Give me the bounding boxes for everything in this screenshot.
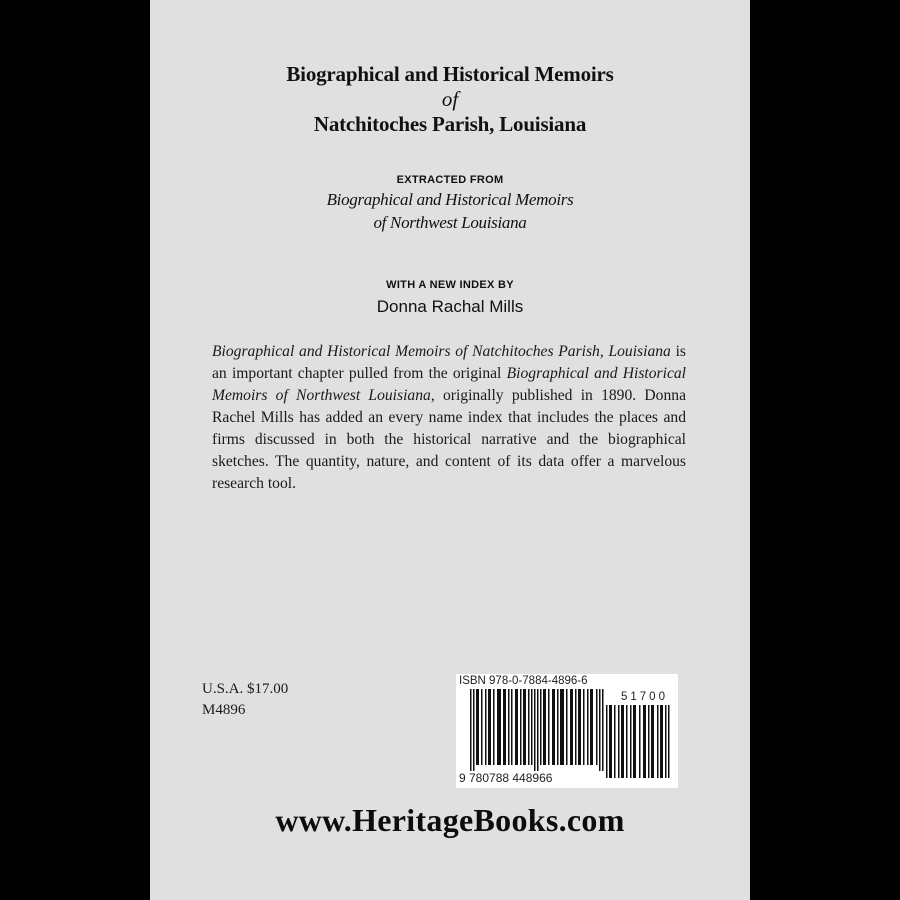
title-of: of bbox=[441, 87, 459, 111]
isbn-label: ISBN 978-0-7884-4896-6 bbox=[459, 675, 588, 687]
extracted-from-label: EXTRACTED FROM bbox=[396, 174, 504, 186]
addon-barcode-icon bbox=[606, 705, 671, 778]
description-text-1: is an important chapter pulled from the original bbox=[212, 343, 686, 382]
barcode-icon bbox=[470, 689, 606, 771]
barcode-box bbox=[456, 674, 678, 788]
description-text-2: , originally published in 1890. Donna Rachel Mills has added an every name index that includes the places and firms discussed in both the historical narrative and the biographical sketches. The quantity, nature, and content of its data offer a marvelous research tool. bbox=[212, 387, 686, 492]
extracted-from-block bbox=[150, 172, 750, 234]
source-title-line-1: Biographical and Historical Memoirs bbox=[326, 190, 574, 209]
description-paragraph bbox=[212, 341, 686, 495]
index-author: Donna Rachal Mills bbox=[376, 297, 524, 316]
book-back-cover bbox=[150, 0, 750, 900]
index-label: WITH A NEW INDEX BY bbox=[386, 279, 514, 291]
source-title-line-2: of Northwest Louisiana bbox=[373, 213, 527, 232]
price: U.S.A. $17.00 bbox=[202, 681, 289, 697]
ean-digits: 9 780788 448966 bbox=[459, 771, 553, 785]
price-block bbox=[202, 679, 288, 721]
title-line-2: Natchitoches Parish, Louisiana bbox=[313, 112, 587, 136]
title-line-1: Biographical and Historical Memoirs bbox=[286, 62, 614, 86]
publisher-website: www.HeritageBooks.com bbox=[275, 802, 625, 838]
description-source-title: Biographical and Historical Memoirs of Northwest Louisiana bbox=[212, 365, 686, 404]
index-credit-block bbox=[150, 277, 750, 319]
description-book-title: Biographical and Historical Memoirs of Natchitoches Parish, Louisiana bbox=[212, 343, 671, 360]
addon-price-code: 51700 bbox=[621, 691, 668, 703]
title-block bbox=[150, 60, 750, 138]
item-code: M4896 bbox=[202, 702, 246, 718]
